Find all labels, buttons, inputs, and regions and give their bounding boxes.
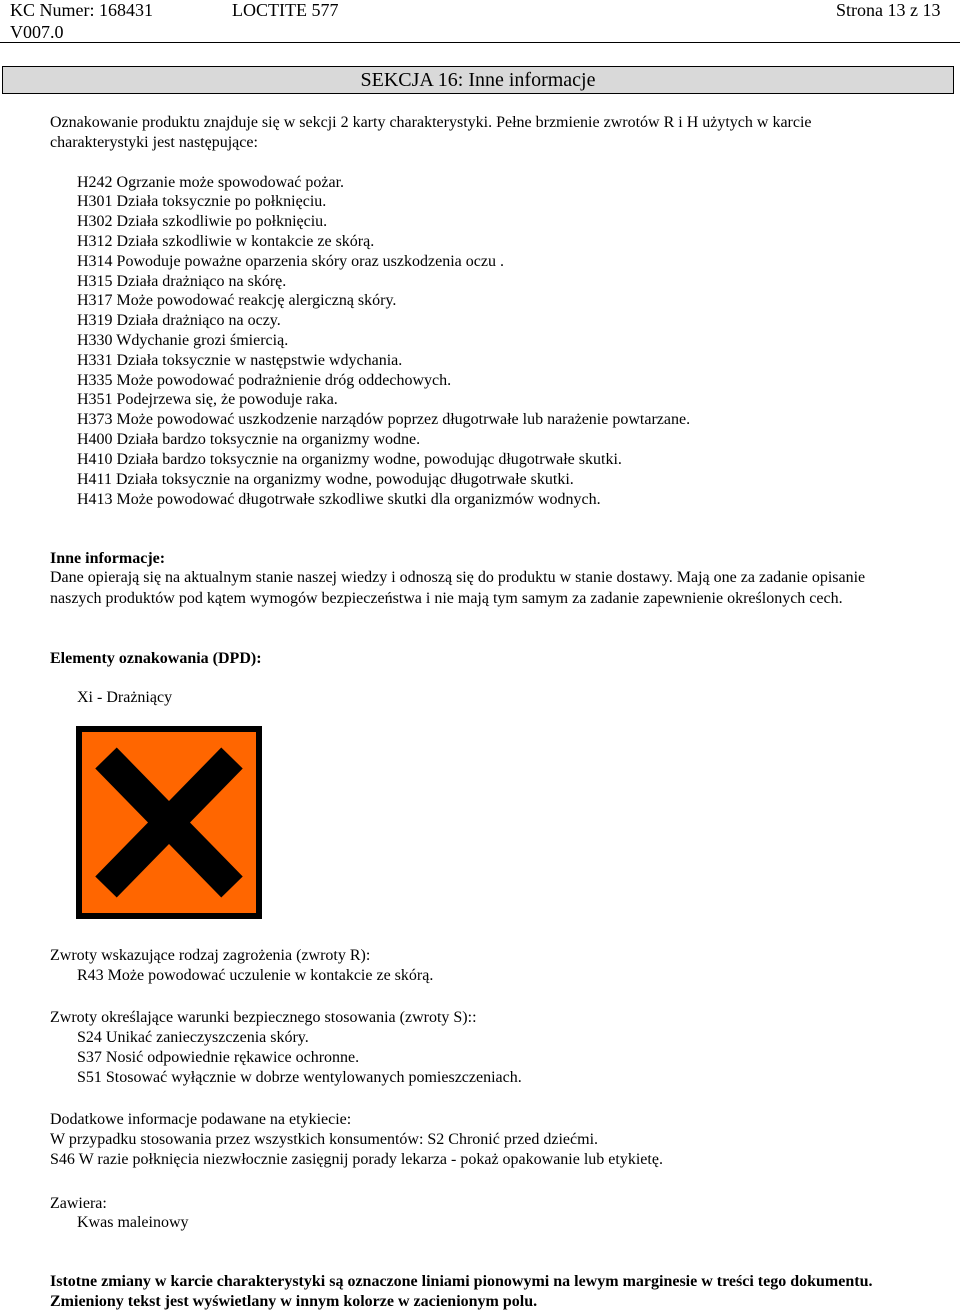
s-phrase: S37 Nosić odpowiednie rękawice ochronne.	[77, 1049, 360, 1066]
page-number: Strona 13 z 13	[836, 0, 941, 20]
contains-heading: Zawiera:	[50, 1195, 107, 1212]
label-info-line-1: W przypadku stosowania przez wszystkich konsumentów: S2 Chronić przed dziećmi.	[50, 1131, 599, 1148]
version: V007.0	[10, 22, 64, 42]
contains-item: Kwas maleinowy	[77, 1214, 189, 1231]
h-phrase: H319 Działa drażniąco na oczy.	[77, 312, 281, 329]
h-phrase: H351 Podejrzewa się, że powoduje raka.	[77, 391, 338, 408]
footer-note-2: Zmieniony tekst jest wyświetlany w innym kolorze w zacienionym polu.	[50, 1293, 538, 1310]
product-name: LOCTITE 577	[232, 0, 339, 20]
section-title: SEKCJA 16: Inne informacje	[360, 69, 596, 91]
footer-note-1: Istotne zmiany w karcie charakterystyki są oznaczone liniami pionowymi na lewym marginesie w treści tego dokumentu.	[50, 1273, 873, 1290]
r-phrase: R43 Może powodować uczulenie w kontakcie ze skórą.	[77, 967, 434, 984]
intro-line-1: Oznakowanie produktu znajduje się w sekcji 2 karty charakterystyki. Pełne brzmienie zwrotów R i H użytych w karcie	[50, 114, 812, 131]
h-phrase: H242 Ogrzanie może spowodować pożar.	[77, 174, 345, 191]
h-phrase: H331 Działa toksycznie w następstwie wdychania.	[77, 352, 403, 369]
h-phrase: H400 Działa bardzo toksycznie na organizmy wodne.	[77, 431, 421, 448]
label-info-line-2: S46 W razie połknięcia niezwłocznie zasięgnij porady lekarza - pokaż opakowanie lub etykietę.	[50, 1151, 663, 1168]
h-phrase: H317 Może powodować reakcję alergiczną skóry.	[77, 292, 397, 309]
header-divider	[0, 42, 960, 43]
h-phrase: H413 Może powodować długotrwałe szkodliwe skutki dla organizmów wodnych.	[77, 491, 601, 508]
section-heading-box	[2, 66, 954, 94]
dpd-heading: Elementy oznakowania (DPD):	[50, 650, 262, 667]
intro-line-2: charakterystyki jest następujące:	[50, 134, 258, 151]
h-phrase: H330 Wdychanie grozi śmiercią.	[77, 332, 289, 349]
h-phrase: H301 Działa toksycznie po połknięciu.	[77, 193, 327, 210]
h-phrase: H315 Działa drażniąco na skórę.	[77, 273, 287, 290]
h-phrase: H373 Może powodować uszkodzenie narządów poprzez długotrwałe lub narażenie powtarzane.	[77, 411, 691, 428]
h-phrase: H335 Może powodować podrażnienie dróg oddechowych.	[77, 372, 452, 389]
s-phrase: S51 Stosować wyłącznie w dobrze wentylowanych pomieszczeniach.	[77, 1069, 522, 1086]
hazard-xi-cross-icon	[76, 726, 262, 919]
h-phrase: H302 Działa szkodliwie po połknięciu.	[77, 213, 328, 230]
r-phrases-heading: Zwroty wskazujące rodzaj zagrożenia (zwroty R):	[50, 947, 371, 964]
other-info-line-2: naszych produktów pod kątem wymogów bezpieczeństwa i nie mają tym samym za zadanie zapewnienie określonych cech.	[50, 590, 843, 607]
hazard-symbol-label: Xi - Drażniący	[77, 689, 173, 706]
other-info-heading: Inne informacje:	[50, 550, 166, 567]
h-phrase: H410 Działa bardzo toksycznie na organizmy wodne, powodując długotrwałe skutki.	[77, 451, 622, 468]
label-info-heading: Dodatkowe informacje podawane na etykiecie:	[50, 1111, 352, 1128]
other-info-line-1: Dane opierają się na aktualnym stanie naszej wiedzy i odnoszą się do produktu w stanie dostawy. Mają one za zadanie opisanie	[50, 569, 866, 586]
kc-number: KC Numer: 168431	[10, 0, 153, 20]
h-phrase: H312 Działa szkodliwie w kontakcie ze skórą.	[77, 233, 375, 250]
h-phrase: H411 Działa toksycznie na organizmy wodne, powodując długotrwałe skutki.	[77, 471, 574, 488]
s-phrases-heading: Zwroty określające warunki bezpiecznego stosowania (zwroty S)::	[50, 1009, 477, 1026]
h-phrase: H314 Powoduje poważne oparzenia skóry oraz uszkodzenia oczu .	[77, 253, 504, 270]
s-phrase: S24 Unikać zanieczyszczenia skóry.	[77, 1029, 309, 1046]
